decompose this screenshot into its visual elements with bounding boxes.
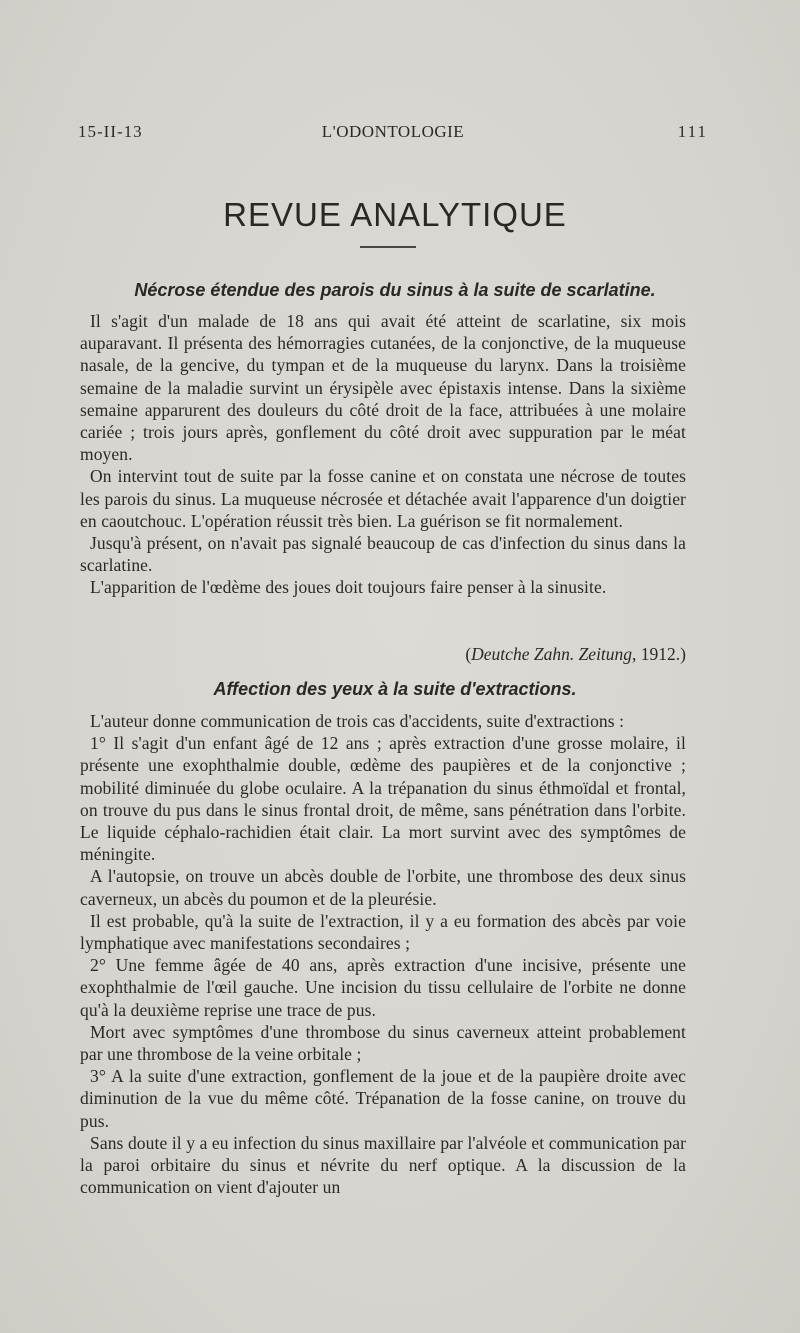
article-2-paragraph: 1° Il s'agit d'un enfant âgé de 12 ans ; après extraction d'une grosse molaire, il présente une exophthalmie double, œdème des paupières et de la conjonctive ; mobilité diminuée du globe oculaire. A la trépanation du sinus éthmoïdal et frontal, on trouve du pus dans le sinus frontal droit, de même, sans pénétration dans l'orbite. Le liquide céphalo-rachidien était clair. La mort survint avec des symptômes de méningite. (80, 733, 686, 865)
article-1-paragraph: L'apparition de l'œdème des joues doit toujours faire penser à la sinusite. (90, 577, 607, 598)
article-1-paragraph: On intervint tout de suite par la fosse canine et on constata une nécrose de toutes les parois du sinus. La muqueuse nécrosée et détachée avait l'apparence d'un doigtier en caoutchouc. L'opération réussit très bien. La guérison se fit normalement. (80, 466, 686, 531)
article-1-citation (80, 643, 686, 665)
article-1-paragraph: Jusqu'à présent, on n'avait pas signalé beaucoup de cas d'infection du sinus dans la scarlatine. (80, 533, 686, 576)
citation-year: , 1912.) (632, 644, 686, 664)
article-2-paragraph: Mort avec symptômes d'une thrombose du sinus caverneux atteint probablement par une thrombose de la veine orbitale ; (80, 1021, 686, 1065)
page-number: 111 (677, 122, 708, 141)
article-2-paragraph: L'auteur donne communication de trois cas d'accidents, suite d'extractions : (90, 711, 625, 731)
page-title: REVUE ANALYTIQUE (223, 196, 567, 233)
issue-date: 15-II-13 (78, 122, 143, 141)
journal-name: L'ODONTOLOGIE (321, 122, 465, 141)
article-2-title: Affection des yeux à la suite d'extractions. (213, 679, 577, 699)
article-2-paragraph: 3° A la suite d'une extraction, gonflement de la joue et de la paupière droite avec diminution de la vue du même côté. Trépanation de la fosse canine, on trouve du pus. (80, 1066, 686, 1131)
article-2-paragraph: Sans doute il y a eu infection du sinus maxillaire par l'alvéole et communication par la paroi orbitaire du sinus et névrite du nerf optique. A la discussion de la communication on vient d'ajouter un (80, 1132, 686, 1198)
citation-source: Deutche Zahn. Zeitung (471, 644, 633, 664)
article-1-body (80, 310, 686, 599)
article-1-title: Nécrose étendue des parois du sinus à la suite de scarlatine. (134, 280, 656, 300)
article-1-paragraph: Il s'agit d'un malade de 18 ans qui avait été atteint de scarlatine, six mois auparavant. Il présenta des hémorragies cutanées, de la conjonctive, de la muqueuse nasale, de la gencive, du tympan et de la muqueuse du larynx. Dans la troisième semaine de la maladie survint un érysipèle avec épistaxis intense. Dans la sixième semaine apparurent des douleurs du côté droit de la face, attribuées à une molaire cariée ; trois jours après, gonflement du côté droit avec suppuration par le méat moyen. (80, 311, 686, 465)
article-2-paragraph: 2° Une femme âgée de 40 ans, après extraction d'une incisive, présente une exophthalmie de l'œil gauche. Une incision du tissu cellulaire de l'orbite ne donne qu'à la deuxième reprise une trace de pus. (80, 955, 686, 1020)
article-2-paragraph: Il est probable, qu'à la suite de l'extraction, il y a eu formation des abcès par voie lymphatique avec manifestations secondaires ; (80, 910, 686, 954)
article-2-paragraph: A l'autopsie, on trouve un abcès double de l'orbite, une thrombose des deux sinus caverneux, un abcès du poumon et de la pleurésie. (80, 866, 686, 909)
running-header (78, 122, 708, 146)
article-2-body (80, 710, 686, 1198)
title-divider (360, 246, 416, 248)
citation-open: ( (465, 644, 472, 664)
